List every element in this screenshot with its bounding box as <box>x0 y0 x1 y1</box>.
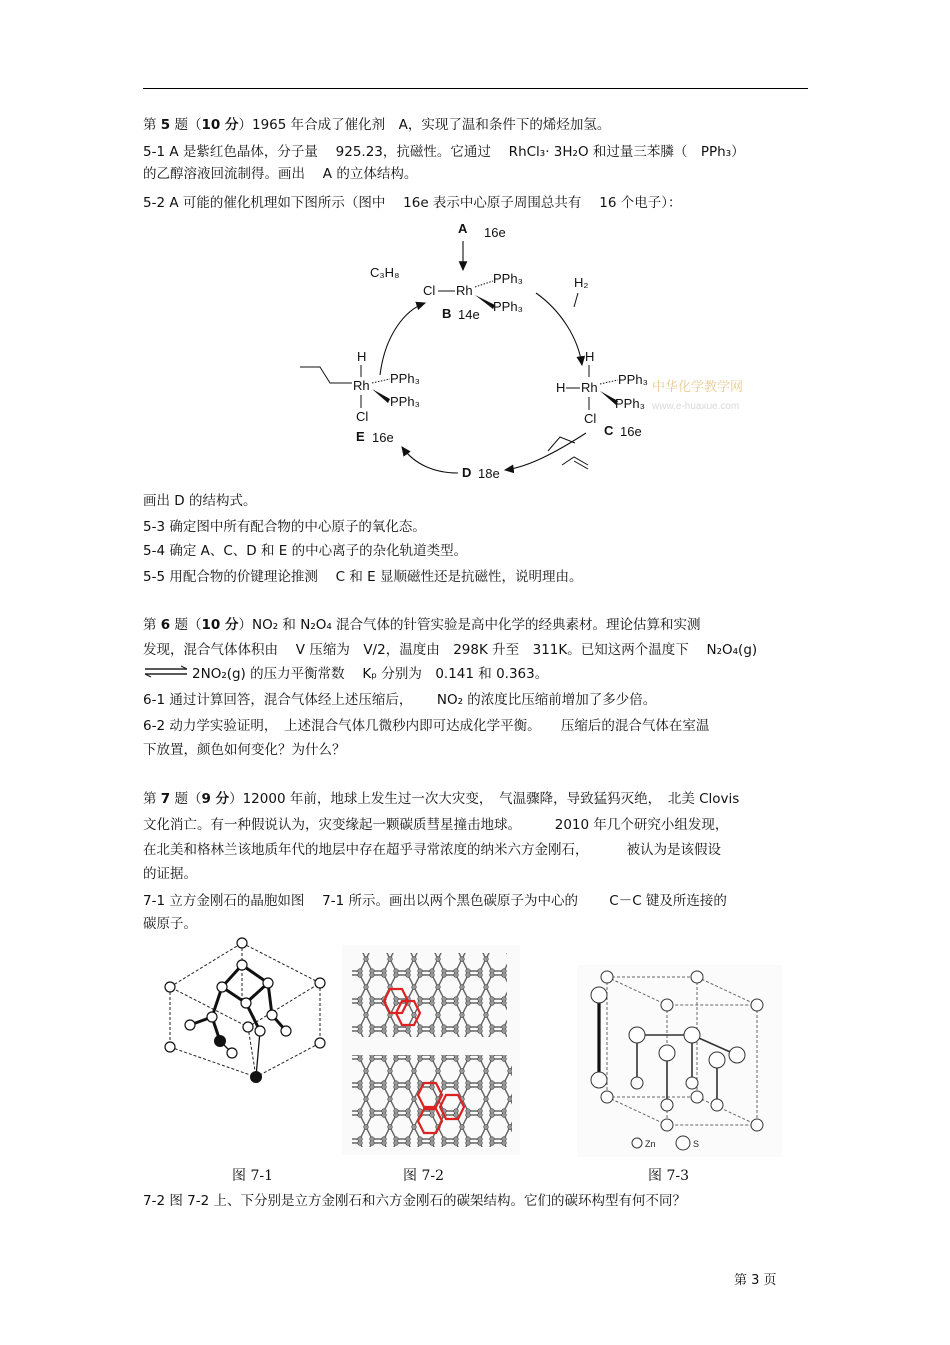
arrow-C-to-D <box>505 433 586 470</box>
C-p1-bond <box>600 380 618 384</box>
q7-line4: 的证据。 <box>143 866 197 882</box>
q6-1: 6-1 通过计算回答，混合气体经上述压缩后， NO₂ 的浓度比压缩前增加了多少倍。 <box>143 692 657 708</box>
label-D: D <box>462 465 472 480</box>
C-pph3-1: PPh₃ <box>618 372 648 387</box>
top-rule <box>143 88 808 89</box>
q5-3: 5-3 确定图中所有配合物的中心原子的氧化态。 <box>143 519 426 535</box>
watermark-cn: 中华化学教学网 <box>652 379 744 394</box>
label-E-electrons: 16e <box>372 430 394 445</box>
B-p1-bond <box>475 281 493 287</box>
E-h: H <box>357 349 367 364</box>
E-pph3-2: PPh₃ <box>390 394 420 409</box>
q5-draw-d: 画出 D 的结构式。 <box>143 493 257 509</box>
label-C-electrons: 16e <box>620 424 642 439</box>
legend-s-label: S <box>693 1139 700 1149</box>
propene-double-bond <box>574 461 588 469</box>
C-h-left: H <box>556 380 566 395</box>
q5-5: 5-5 用配合物的价键理论推测 C 和 E 显顺磁性还是抗磁性，说明理由。 <box>143 569 583 585</box>
page-number: 第 3 页 <box>734 1273 777 1288</box>
C-rh: Rh <box>581 380 598 395</box>
figure-7-2-carbon-frameworks <box>342 945 520 1155</box>
label-A-electrons: 16e <box>484 225 506 240</box>
q7-heading: 第 7 题（9 分）12000 年前，地球上发生过一次大灾变， 气温骤降，导致猛犸灭绝， 北美 Clovis <box>143 791 740 807</box>
q6-2-line2: 下放置，颜色如何变化？为什么？ <box>143 742 346 758</box>
legend-zn-dot <box>632 1138 642 1148</box>
figure-7-1-caption: 图 7-1 <box>232 1168 273 1184</box>
cubic-diamond-framework <box>352 953 507 1037</box>
h2-entry-line <box>574 293 578 307</box>
label-B: B <box>442 306 452 321</box>
E-propyl-chain <box>300 367 352 383</box>
label-c3h8: C₃H₈ <box>370 265 400 280</box>
catalytic-cycle-scheme <box>290 215 790 490</box>
figure-7-2-caption: 图 7-2 <box>403 1168 444 1184</box>
C-cl: Cl <box>584 411 597 426</box>
q7-2: 7-2 图 7-2 上、下分别是立方金刚石和六方金刚石的碳架结构。它们的碳环构型有何不同？ <box>143 1193 686 1209</box>
C-h-top: H <box>585 349 595 364</box>
q5-heading: 第 5 题（10 分）1965 年合成了催化剂 A，实现了温和条件下的烯烃加氢。 <box>143 117 611 133</box>
label-D-electrons: 18e <box>478 466 500 481</box>
watermark-url: www.e-huaxue.com <box>652 401 740 412</box>
figure-7-1-diamond-unit-cell <box>160 935 335 1095</box>
label-A: A <box>458 221 468 236</box>
q5-1-line2: 的乙醇溶液回流制得。画出 A 的立体结构。 <box>143 166 418 182</box>
q5-2: 5-2 A 可能的催化机理如下图所示（图中 16e 表示中心原子周围总共有 16 个电子）： <box>143 195 682 211</box>
E-rh: Rh <box>353 378 370 393</box>
B-rh: Rh <box>456 283 473 298</box>
E-p2-bond <box>372 389 390 403</box>
E-pph3-1: PPh₃ <box>390 371 420 386</box>
q7-line2: 文化消亡。有一种假说认为，灾变缘起一颗碳质彗星撞击地球。 2010 年几个研究小组发现， <box>143 817 729 833</box>
q7-line3: 在北美和格林兰该地质年代的地层中存在超乎寻常浓度的纳米六方金刚石， 被认为是该假设 <box>143 842 722 858</box>
figure-7-3-zns-structure <box>577 965 782 1157</box>
propene-line <box>548 437 575 451</box>
q6-heading: 第 6 题（10 分）NO₂ 和 N₂O₄ 混合气体的针管实验是高中化学的经典素材。理论估算和实测 <box>143 617 701 633</box>
B-pph3-2: PPh₃ <box>493 299 523 314</box>
legend-zn-label: Zn <box>645 1139 656 1149</box>
E-p1-bond <box>372 379 390 383</box>
arrow-D-to-E <box>402 447 458 473</box>
black-carbon-1 <box>214 1035 226 1047</box>
q6-2-line1: 6-2 动力学实验证明， 上述混合气体几微秒内即可达成化学平衡。 压缩后的混合气体在室温 <box>143 718 710 734</box>
label-C: C <box>604 423 614 438</box>
label-E: E <box>356 429 365 444</box>
B-pph3-1: PPh₃ <box>493 271 523 286</box>
black-carbon-2 <box>250 1071 262 1083</box>
q7-1-line1: 7-1 立方金刚石的晶胞如图 7-1 所示。画出以两个黑色碳原子为中心的 C－C 键及所连接的 <box>143 893 727 909</box>
label-h2: H₂ <box>574 275 589 290</box>
arrow-E-to-B <box>380 303 425 375</box>
B-cl: Cl <box>423 283 436 298</box>
q5-1-line1: 5-1 A 是紫红色晶体，分子量 925.23，抗磁性。它通过 RhCl₃· 3H₂O 和过量三苯膦（ PPh₃） <box>143 144 745 160</box>
q6-line3: 2NO₂(g) 的压力平衡常数 Kₚ 分别为 0.141 和 0.363。 <box>192 666 549 682</box>
q5-4: 5-4 确定 A、C、D 和 E 的中心离子的杂化轨道类型。 <box>143 543 468 559</box>
q6-line2: 发现，混合气体体积由 V 压缩为 V/2，温度由 298K 升至 311K。已知这两个温度下 N₂O₄(g) <box>143 642 758 658</box>
legend-s-dot <box>676 1136 690 1150</box>
E-cl: Cl <box>356 409 369 424</box>
C-pph3-2: PPh₃ <box>615 396 645 411</box>
figure-7-3-caption: 图 7-3 <box>648 1168 689 1184</box>
q7-1-line2: 碳原子。 <box>143 916 197 932</box>
equilibrium-arrows <box>143 664 191 680</box>
label-B-electrons: 14e <box>458 307 480 322</box>
